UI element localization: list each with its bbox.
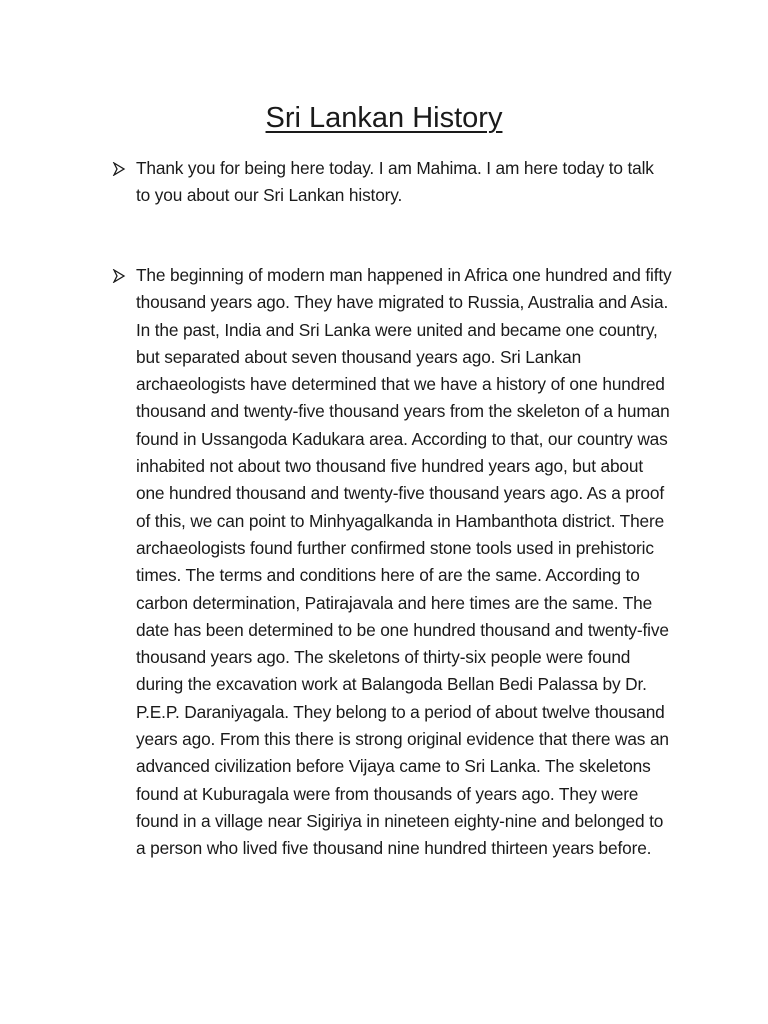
arrowhead-bullet-icon — [112, 262, 136, 289]
paragraph-intro: Thank you for being here today. I am Mahima. I am here today to talk to you about our Sri Lankan history. — [136, 158, 654, 206]
bullet-item-intro — [112, 155, 672, 210]
page-title: Sri Lankan History — [265, 102, 503, 134]
bullet-item-history — [112, 262, 672, 863]
arrowhead-bullet-icon — [112, 155, 136, 182]
paragraph-history: The beginning of modern man happened in Africa one hundred and fifty thousand years ago. They have migrated to Russia, Australia and Asia. In the past, India and Sri Lanka were united and became one country, but separated about seven thousand years ago. Sri Lankan archaeologists have determined that we have a history of one hundred thousand and twenty-five thousand years from the skeleton of a human found in Ussangoda Kadukara area. According to that, our country was inhabited not about two thousand five hundred years ago, but about one hundred thousand and twenty-five thousand years ago. As a proof of this, we can point to Minhyagalkanda in Hambanthota district. There archaeologists found further confirmed stone tools used in prehistoric times. The terms and conditions here of are the same. According to carbon determination, Patirajavala and here times are the same. The date has been determined to be one hundred thousand and twenty-five thousand years ago. The skeletons of thirty-six people were found during the excavation work at Balangoda Bellan Bedi Palassa by Dr. P.E.P. Daraniyagala. They belong to a period of about twelve thousand years ago. From this there is strong original evidence that there was an advanced civilization before Vijaya came to Sri Lanka. The skeletons found at Kuburagala were from thousands of years ago. They were found in a village near Sigiriya in nineteen eighty-nine and belonged to a person who lived five thousand nine hundred thirteen years before. — [136, 265, 672, 859]
